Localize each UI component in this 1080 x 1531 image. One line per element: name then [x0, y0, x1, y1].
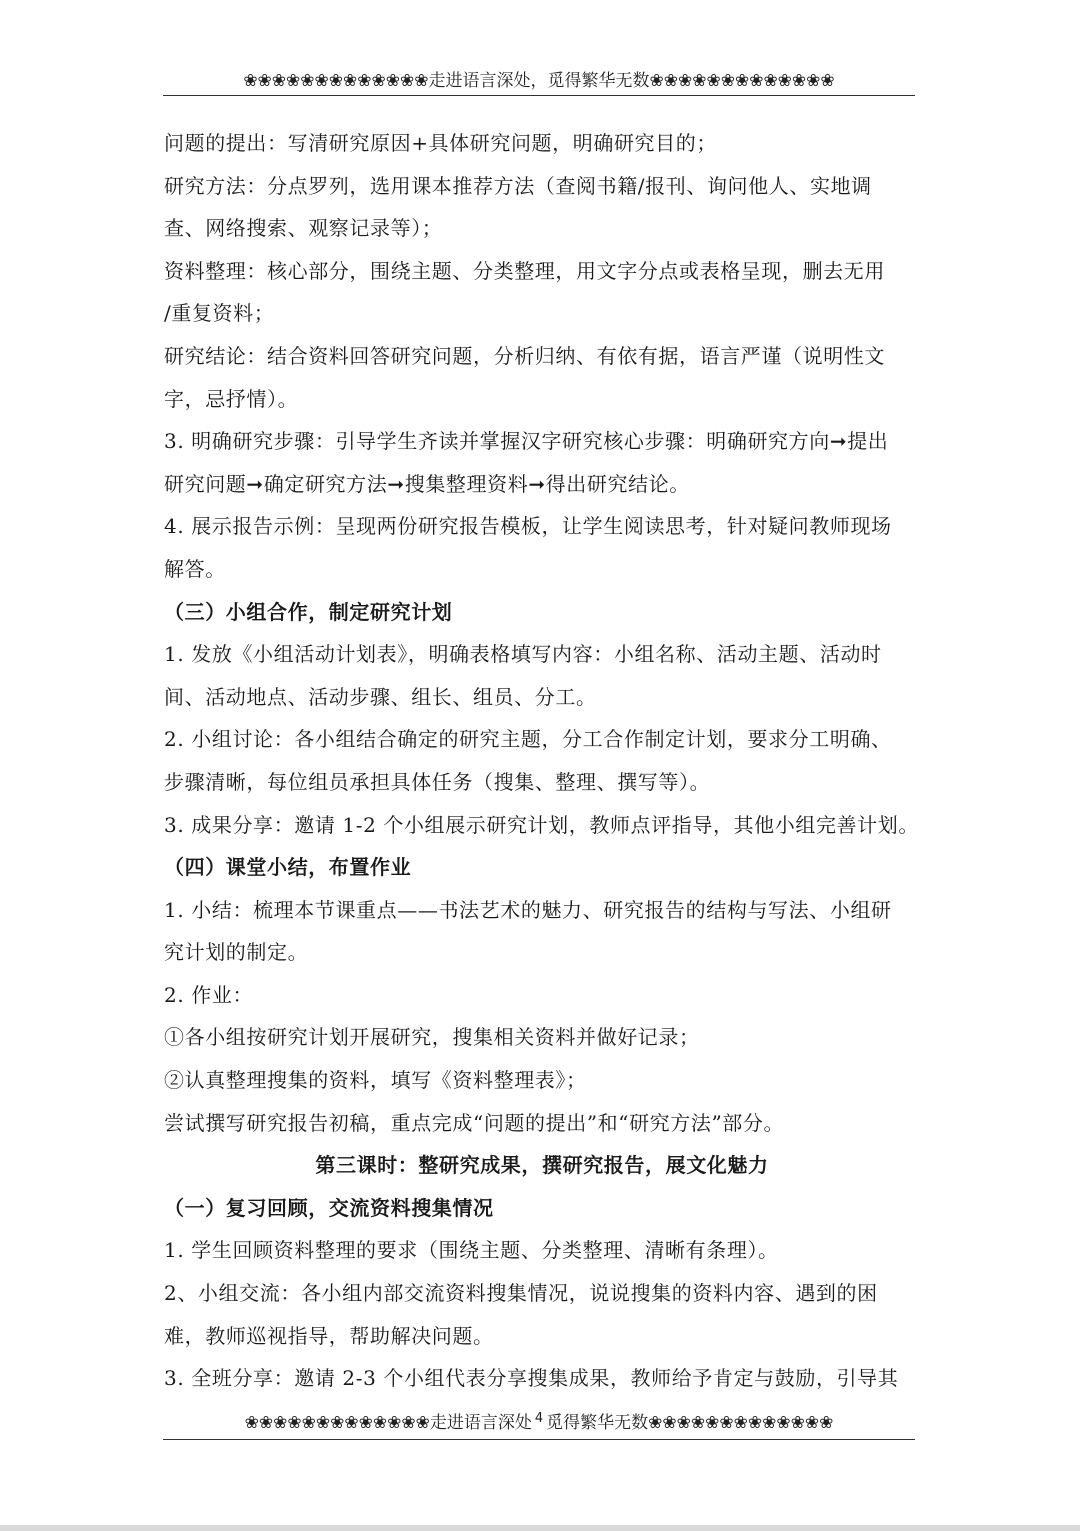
- page-number: 4: [534, 1412, 544, 1426]
- paragraph-line: 4. 展示报告示例：呈现两份研究报告模板，让学生阅读思考，针对疑问教师现场: [164, 514, 892, 539]
- section-heading: （三）小组合作，制定研究计划: [164, 599, 453, 624]
- paragraph-line: 2. 作业：: [164, 982, 254, 1007]
- paragraph-line: ①各小组按研究计划开展研究，搜集相关资料并做好记录；: [164, 1025, 700, 1050]
- lesson-title: 第三课时：整研究成果，撰研究报告，展文化魅力: [315, 1153, 769, 1178]
- paragraph-line: 间、活动地点、活动步骤、组长、组员、分工。: [164, 684, 597, 709]
- paragraph-line: 字，忌抒情）。: [164, 386, 299, 411]
- paragraph-line: 研究问题➞确定研究方法➞搜集整理资料➞得出研究结论。: [164, 471, 690, 496]
- paragraph-line: 2、小组交流：各小组内部交流资料搜集情况，说说搜集的资料内容、遇到的困: [164, 1281, 878, 1306]
- paragraph-line: 资料整理：核心部分，围绕主题、分类整理，用文字分点或表格呈现，删去无用: [164, 258, 885, 283]
- paragraph-line: 1. 发放《小组活动计划表》，明确表格填写内容：小组名称、活动主题、活动时: [164, 642, 882, 667]
- footer-right-text: 觅得繁华无数❀❀❀❀❀❀❀❀❀❀❀❀❀: [546, 1413, 834, 1433]
- paragraph-line: 解答。: [164, 556, 226, 581]
- paragraph-line: ②认真整理搜集的资料，填写《资料整理表》；: [164, 1068, 587, 1093]
- paragraph-line: 问题的提出：写清研究原因+具体研究问题，明确研究目的；: [164, 131, 717, 155]
- page-header: ❀❀❀❀❀❀❀❀❀❀❀❀❀走进语言深处，觅得繁华无数❀❀❀❀❀❀❀❀❀❀❀❀❀: [163, 70, 915, 96]
- paragraph-line: 研究结论：结合资料回答研究问题，分析归纳、有依有据，语言严谨（说明性文: [164, 343, 885, 368]
- paragraph-line: /重复资料；: [164, 301, 275, 326]
- paragraph-line: 查、网络搜索、观察记录等）；: [164, 216, 443, 241]
- paragraph-line: 难，教师巡视指导，帮助解决问题。: [164, 1323, 494, 1348]
- paragraph-line: 步骤清晰，每位组员承担具体任务（搜集、整理、撰写等）。: [164, 769, 711, 794]
- paragraph-line: 3. 成果分享：邀请 1-2 个小组展示研究计划，教师点评指导，其他小组完善计划。: [164, 812, 919, 837]
- paragraph-line: 究计划的制定。: [164, 940, 309, 965]
- paragraph-line: 1. 小结：梳理本节课重点——书法艺术的魅力、研究报告的结构与写法、小组研: [164, 897, 892, 922]
- page-bottom-edge: [0, 1525, 1080, 1531]
- section-heading: （一）复习回顾，交流资料搜集情况: [164, 1195, 494, 1220]
- paragraph-line: 研究方法：分点罗列，选用课本推荐方法（查阅书籍/报刊、询问他人、实地调: [164, 173, 872, 198]
- paragraph-line: 2. 小组讨论：各小组结合确定的研究主题，分工合作制定计划，要求分工明确、: [164, 727, 892, 752]
- section-heading: （四）课堂小结，布置作业: [164, 855, 412, 880]
- page-footer: [163, 1412, 915, 1440]
- document-body: [164, 122, 920, 1400]
- paragraph-line: 3. 全班分享：邀请 2-3 个小组代表分享搜集成果，教师给予肯定与鼓励，引导其: [164, 1366, 899, 1391]
- paragraph-line: 3. 明确研究步骤：引导学生齐读并掌握汉字研究核心步骤：明确研究方向➞提出: [164, 429, 889, 454]
- paragraph-line: 1. 学生回顾资料整理的要求（围绕主题、分类整理、清晰有条理）。: [164, 1238, 779, 1263]
- footer-left-text: ❀❀❀❀❀❀❀❀❀❀❀❀❀走进语言深处: [244, 1413, 532, 1433]
- paragraph-line: 尝试撰写研究报告初稿，重点完成“问题的提出”和“研究方法”部分。: [164, 1110, 785, 1135]
